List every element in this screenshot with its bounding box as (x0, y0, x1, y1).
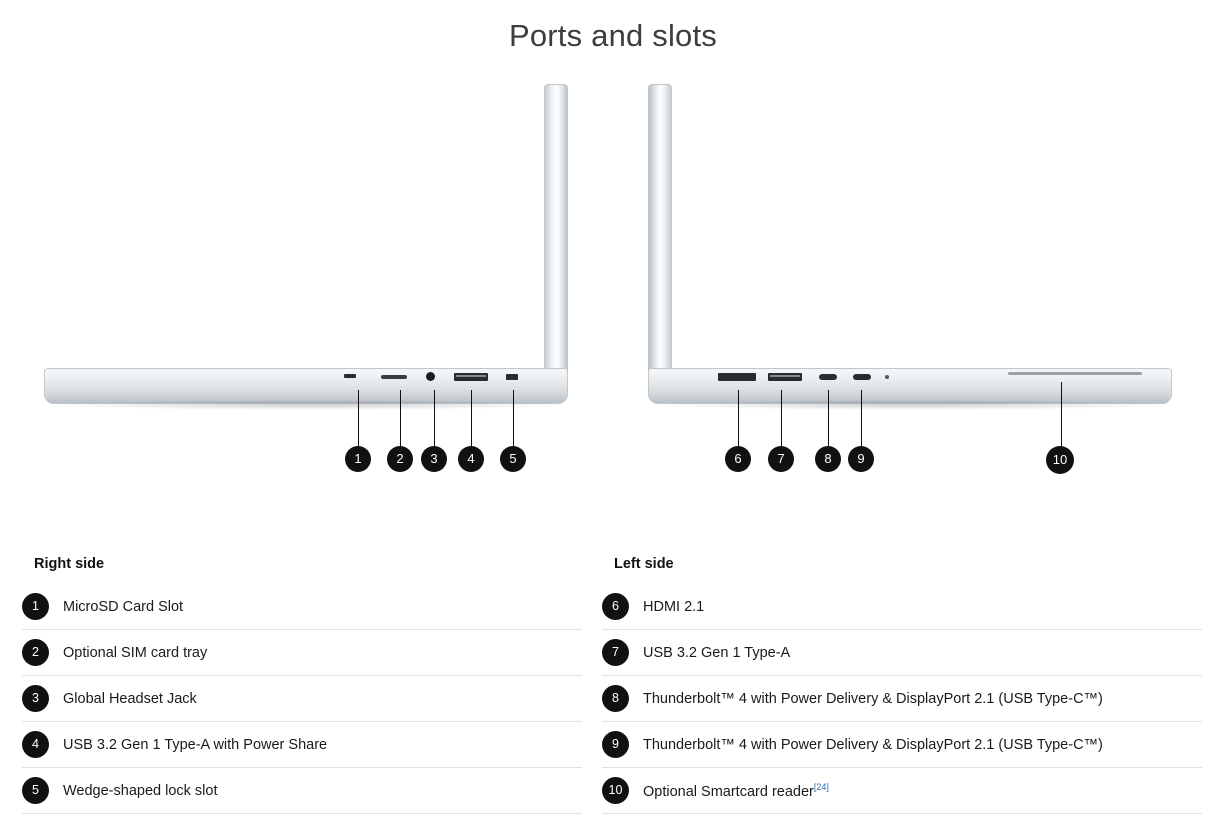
legend-label: Thunderbolt™ 4 with Power Delivery & DisplayPort 2.1 (USB Type-C™) (643, 736, 1103, 753)
callout-leader-9 (861, 390, 862, 452)
laptop-left-side-view (642, 72, 1202, 412)
legend-label: MicroSD Card Slot (63, 598, 184, 615)
list-item (602, 768, 1202, 814)
list-item (22, 768, 582, 814)
legend-label: USB 3.2 Gen 1 Type-A with Power Share (63, 736, 328, 753)
legend-left-heading: Left side (614, 556, 674, 572)
callout-leader-5 (513, 390, 514, 452)
legend-bubble: 5 (22, 777, 49, 804)
laptop-right-side-view (36, 72, 596, 412)
legend-left-side (602, 556, 1202, 814)
callout-bubble-8: 8 (815, 446, 841, 472)
headset-jack-port (426, 372, 435, 381)
legend-label: Thunderbolt™ 4 with Power Delivery & DisplayPort 2.1 (USB Type-C™) (643, 690, 1103, 707)
legend-label: Optional SIM card tray (63, 644, 208, 661)
list-item (22, 584, 582, 630)
list-item (22, 722, 582, 768)
list-item (602, 584, 1202, 630)
list-item (602, 722, 1202, 768)
base-shadow (50, 400, 570, 410)
legend-bubble: 6 (602, 593, 629, 620)
legend-right-side (22, 556, 582, 814)
callout-leader-1 (358, 390, 359, 452)
legend-bubble: 7 (602, 639, 629, 666)
page-title: Ports and slots (508, 18, 718, 53)
laptop-lid-left-view (648, 84, 672, 386)
callout-bubble-9: 9 (848, 446, 874, 472)
legend-bubble: 4 (22, 731, 49, 758)
list-item (22, 676, 582, 722)
list-item (602, 676, 1202, 722)
wedge-lock-slot-port (506, 374, 518, 380)
legend-bubble: 10 (602, 777, 629, 804)
callout-leader-10 (1061, 382, 1062, 452)
callout-bubble-10: 10 (1046, 446, 1074, 474)
callout-bubble-1: 1 (345, 446, 371, 472)
legend-label: USB 3.2 Gen 1 Type-A (643, 644, 791, 661)
usb-type-a-port (454, 373, 488, 381)
legend-label: HDMI 2.1 (643, 598, 705, 615)
callout-leader-8 (828, 390, 829, 452)
footnote-reference[interactable]: [24] (813, 781, 829, 792)
legend-bubble: 2 (22, 639, 49, 666)
callout-bubble-3: 3 (421, 446, 447, 472)
legend-bubble: 3 (22, 685, 49, 712)
laptop-lid-right-view (544, 84, 568, 386)
callout-bubble-7: 7 (768, 446, 794, 472)
ports-illustration (0, 72, 1226, 492)
smartcard-reader-slot (1008, 372, 1142, 375)
sim-card-tray-port (381, 375, 407, 379)
thunderbolt-port-8 (819, 374, 837, 380)
thunderbolt-port-9 (853, 374, 871, 380)
laptop-base-right-view (44, 368, 568, 404)
callout-leader-2 (400, 390, 401, 452)
microsd-card-slot-port (344, 374, 356, 378)
legend-bubble: 8 (602, 685, 629, 712)
callout-leader-6 (738, 390, 739, 452)
legend-label: Wedge-shaped lock slot (63, 782, 218, 799)
callout-bubble-4: 4 (458, 446, 484, 472)
status-led (885, 375, 889, 379)
list-item (602, 630, 1202, 676)
usb-type-a-port (768, 373, 802, 381)
callout-bubble-5: 5 (500, 446, 526, 472)
callout-leader-4 (471, 390, 472, 452)
callout-bubble-2: 2 (387, 446, 413, 472)
callout-leader-3 (434, 390, 435, 452)
legend-right-heading: Right side (34, 556, 105, 572)
base-shadow (654, 400, 1174, 410)
legend-bubble: 9 (602, 731, 629, 758)
legend-label-text: Optional Smartcard reader (643, 783, 814, 800)
hdmi-port (718, 373, 756, 381)
callout-bubble-6: 6 (725, 446, 751, 472)
callout-leader-7 (781, 390, 782, 452)
legend-label: Global Headset Jack (63, 690, 197, 707)
list-item (22, 630, 582, 676)
legend-bubble: 1 (22, 593, 49, 620)
legend-label (643, 782, 829, 800)
